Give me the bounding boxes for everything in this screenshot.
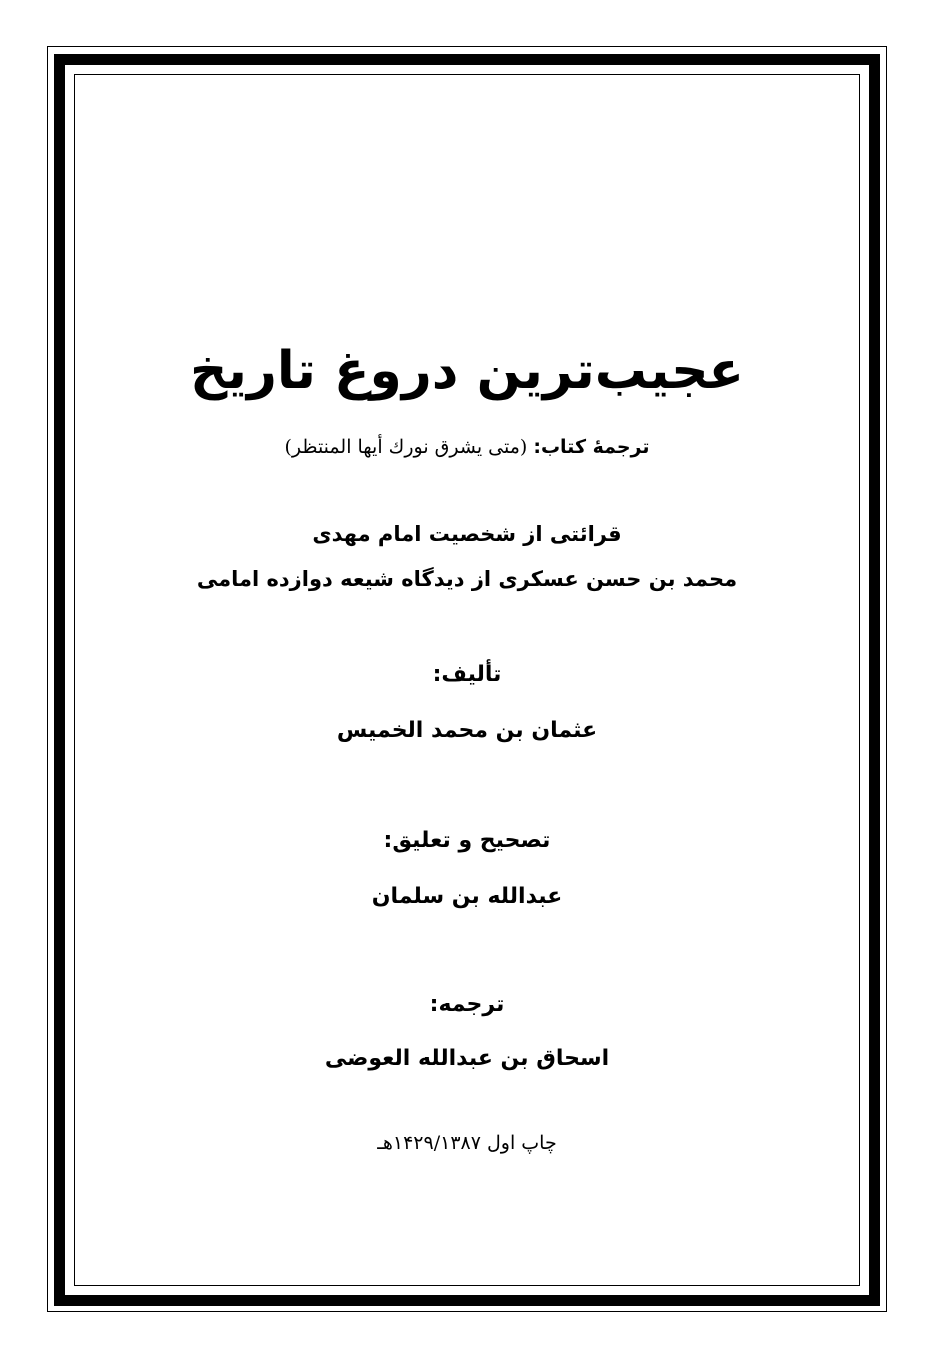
author-label: تألیف: xyxy=(432,662,502,687)
editor-name: عبدالله بن سلمان xyxy=(371,884,563,909)
original-title-label: ترجمۀ کتاب: xyxy=(533,436,650,458)
author-name: عثمان بن محمد الخمیس xyxy=(336,718,598,743)
original-title-line xyxy=(74,432,860,462)
book-title: عجیب‌ترین دروغ تاریخ xyxy=(189,341,745,401)
description-line-2: محمد بن حسن عسکری از دیدگاه شیعه دوازده امامی xyxy=(196,567,738,591)
description-line-1: قرائتی از شخصیت امام مهدی xyxy=(312,522,622,546)
edition-info: چاپ اول ۱۴۲۹/۱۳۸۷هـ xyxy=(377,1132,557,1154)
translator-label: ترجمه: xyxy=(429,992,505,1017)
original-title-text: (متى يشرق نورك أيها المنتظر) xyxy=(284,436,528,458)
editor-label: تصحیح و تعلیق: xyxy=(383,828,551,853)
translator-name: اسحاق بن عبدالله العوضی xyxy=(324,1046,610,1071)
title-page xyxy=(74,74,860,1286)
